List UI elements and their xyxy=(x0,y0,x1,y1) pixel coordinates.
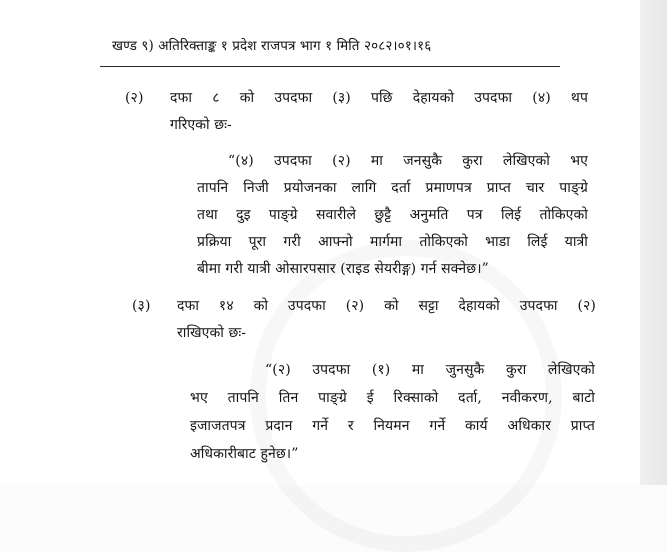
header-rule xyxy=(100,66,560,67)
quote-4-line-5: बीमा गरी यात्री ओसारपसार (राइड सेयरीङ्ग) गर्न सक्नेछ।” xyxy=(197,261,489,277)
quote-4-line-4: प्रक्रिया पूरा गरी आफ्नो मार्गमा तोकिएको भाडा लिई यात्री xyxy=(197,234,588,250)
clause-2-line-2: गरिएको छः- xyxy=(170,117,232,133)
quote-2-line-1: “(२) उपदफा (१) मा जुनसुकै कुरा लेखिएको xyxy=(265,362,595,378)
quote-4-line-1: “(४) उपदफा (२) मा जनसुकै कुरा लेखिएको भए xyxy=(228,153,588,169)
quote-2-line-2: भए तापनि तिन पाङ्ग्रे ई रिक्साको दर्ता, नवीकरण, बाटो xyxy=(190,390,595,406)
clause-3-line-1: दफा १४ को उपदफा (२) को सट्टा देहायको उपदफा (२) xyxy=(177,298,596,314)
clause-2-number: (२) xyxy=(125,90,144,106)
quote-4-line-2: तापनि निजी प्रयोजनका लागि दर्ता प्रमाणपत्र प्राप्त चार पाङ्ग्रे xyxy=(197,180,588,196)
page-header: खण्ड ९) अतिरिक्ताङ्क १ प्रदेश राजपत्र भाग १ मिति २०८२।०१।१६ xyxy=(112,38,432,54)
clause-3-line-2: राखिएको छः- xyxy=(177,325,247,341)
quote-2-line-3: इजाजतपत्र प्रदान गर्ने र नियमन गर्ने कार्य अधिकार प्राप्त xyxy=(190,418,595,434)
quote-2-line-4: अधिकारीबाट हुनेछ।” xyxy=(190,446,299,462)
clause-2-line-1: दफा ८ को उपदफा (३) पछि देहायको उपदफा (४) थप xyxy=(170,90,588,106)
page-edge-shadow xyxy=(640,0,667,485)
quote-4-line-3: तथा दुइ पाङ्ग्रे सवारीले छुट्टै अनुमति पत्र लिई तोकिएको xyxy=(197,207,588,223)
clause-3-number: (३) xyxy=(132,298,151,314)
